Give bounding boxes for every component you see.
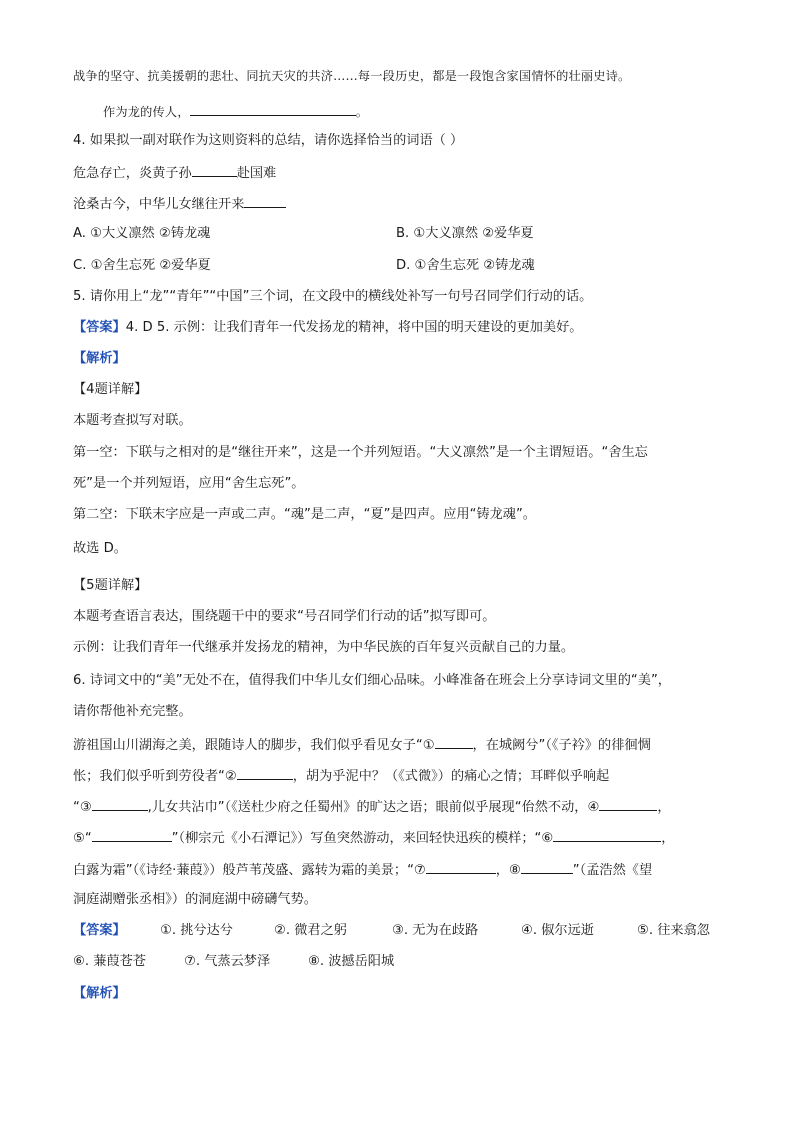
question-6-line bbox=[73, 766, 609, 786]
detail-heading: 【4题详解】 bbox=[73, 382, 148, 397]
q6-text: ，胡为乎泥中？（《式微》）的痛心之情；耳畔似乎响起 bbox=[292, 769, 610, 784]
question-6-line bbox=[73, 828, 674, 848]
passage-line bbox=[103, 102, 368, 121]
answer-item: ④. 俶尔远逝 bbox=[521, 923, 594, 938]
q6-text: ，⑧ bbox=[495, 863, 521, 878]
answer-blank bbox=[192, 163, 237, 177]
detail-paragraph: 第一空：下联与之相对的是“继往开来”，这是一个并列短语。“大义凛然”是一个主谓短语。“舍生忘 bbox=[73, 445, 648, 460]
answer-blank bbox=[244, 194, 286, 208]
q6-text: 游祖国山川湖海之美，跟随诗人的脚步，我们似乎看见女子“① bbox=[73, 738, 435, 753]
q6-text: ”（柳宗元《小石潭记》）写鱼突然游动，来回轻快迅疾的模样；“⑥ bbox=[171, 831, 554, 846]
q6-text: ,儿女共沾巾”（《送杜少府之任蜀州》的旷达之语；眼前似乎展现“佁然不动，④ bbox=[147, 800, 600, 815]
option-d: D. ①舍生忘死 ②铸龙魂 bbox=[396, 258, 535, 273]
answer-item: ①. 挑兮达兮 bbox=[160, 923, 233, 938]
q6-text: 怅；我们似乎听到劳役者“② bbox=[73, 769, 237, 784]
question-5-stem: 5. 请你用上“龙”“青年”“中国”三个词，在文段中的横线处补写一句号召同学们行动的话。 bbox=[73, 289, 593, 304]
answer-block bbox=[73, 922, 126, 940]
detail-paragraph: 死”是一个并列短语，应用“舍生忘死”。 bbox=[73, 476, 305, 491]
answer-tag: 【答案】 bbox=[73, 320, 126, 335]
answer-item: ⑥. 蒹葭苍苍 bbox=[73, 954, 146, 969]
answer-blank bbox=[92, 797, 148, 811]
q6-text: “③ bbox=[73, 800, 92, 815]
detail-heading: 【5题详解】 bbox=[73, 578, 148, 593]
question-4-stem: 4. 如果拟一副对联作为这则资料的总结，请你选择恰当的词语（ ） bbox=[73, 133, 464, 148]
question-6-stem: 6. 诗词文中的“美”无处不在，值得我们中华儿女们细心品味。小峰准备在班会上分享诗词文里的“美”， bbox=[73, 673, 671, 688]
couplet-text: 危急存亡，炎黄子孙 bbox=[73, 166, 192, 181]
detail-paragraph: 本题考查拟写对联。 bbox=[73, 413, 192, 428]
answer-blank bbox=[521, 860, 573, 874]
answer-blank bbox=[426, 860, 496, 874]
answer-blank bbox=[237, 766, 293, 780]
option-c: C. ①舍生忘死 ②爱华夏 bbox=[73, 258, 211, 273]
q6-text: ⑤“ bbox=[73, 831, 92, 846]
answer-item: ②. 微君之躬 bbox=[274, 923, 347, 938]
detail-paragraph: 本题考查语言表达，围绕题干中的要求“号召同学们行动的话”拟写即可。 bbox=[73, 609, 496, 624]
question-6-line bbox=[73, 735, 651, 755]
detail-paragraph: 示例：让我们青年一代继承并发扬龙的精神，为中华民族的百年复兴贡献自己的力量。 bbox=[73, 640, 575, 655]
answer-item: ⑤. 往来翕忽 bbox=[637, 923, 710, 938]
answer-item: ⑧. 波撼岳阳城 bbox=[308, 954, 395, 969]
detail-paragraph: 故选 D。 bbox=[73, 541, 127, 556]
q6-text: 白露为霜”（《诗经·蒹葭》）般芦苇茂盛、露转为霜的美景；“⑦ bbox=[73, 863, 426, 878]
option-a: A. ①大义凛然 ②铸龙魂 bbox=[73, 226, 211, 241]
analysis-tag: 【解析】 bbox=[73, 986, 126, 1001]
question-6-line bbox=[73, 797, 671, 817]
passage-prefix: 作为龙的传人， bbox=[103, 105, 190, 119]
passage-line: 战争的坚守、抗美援朝的悲壮、同抗天灾的共济……每一段历史，都是一段饱含家国情怀的壮丽史诗。 bbox=[73, 69, 631, 83]
couplet-text: 沧桑古今，中华儿女继往开来 bbox=[73, 197, 245, 212]
q6-text: ”（孟浩然《望 bbox=[572, 863, 653, 878]
couplet-line-1 bbox=[73, 163, 276, 183]
q6-text: ， bbox=[661, 831, 675, 846]
question-6-line bbox=[73, 860, 652, 880]
option-b: B. ①大义凛然 ②爱华夏 bbox=[396, 226, 534, 241]
question-6-line: 洞庭湖赠张丞相》）的洞庭湖中磅礴气势。 bbox=[73, 892, 317, 907]
answer-blank bbox=[435, 735, 473, 749]
q6-text: ， bbox=[657, 800, 671, 815]
question-6-stem: 请你帮他补充完整。 bbox=[73, 704, 192, 719]
answer-blank bbox=[190, 102, 356, 116]
answer-item: ⑦. 气蒸云梦泽 bbox=[184, 954, 271, 969]
q6-text: ，在城阙兮”（《子衿》的徘徊惆 bbox=[472, 738, 651, 753]
answer-blank bbox=[553, 828, 661, 842]
couplet-text: 赴国难 bbox=[236, 166, 277, 181]
answer-block bbox=[73, 319, 582, 337]
answer-item: ③. 无为在歧路 bbox=[392, 923, 479, 938]
analysis-tag: 【解析】 bbox=[73, 351, 126, 366]
detail-paragraph: 第二空：下联末字应是一声或二声。“魂”是二声，“夏”是四声。应用“铸龙魂”。 bbox=[73, 507, 536, 522]
passage-suffix: 。 bbox=[355, 105, 369, 119]
answer-tag: 【答案】 bbox=[73, 923, 126, 938]
couplet-line-2 bbox=[73, 194, 286, 214]
answer-blank bbox=[92, 828, 172, 842]
answer-blank bbox=[599, 797, 657, 811]
answer-text: 4. D 5. 示例：让我们青年一代发扬龙的精神，将中国的明天建设的更加美好。 bbox=[125, 320, 583, 335]
